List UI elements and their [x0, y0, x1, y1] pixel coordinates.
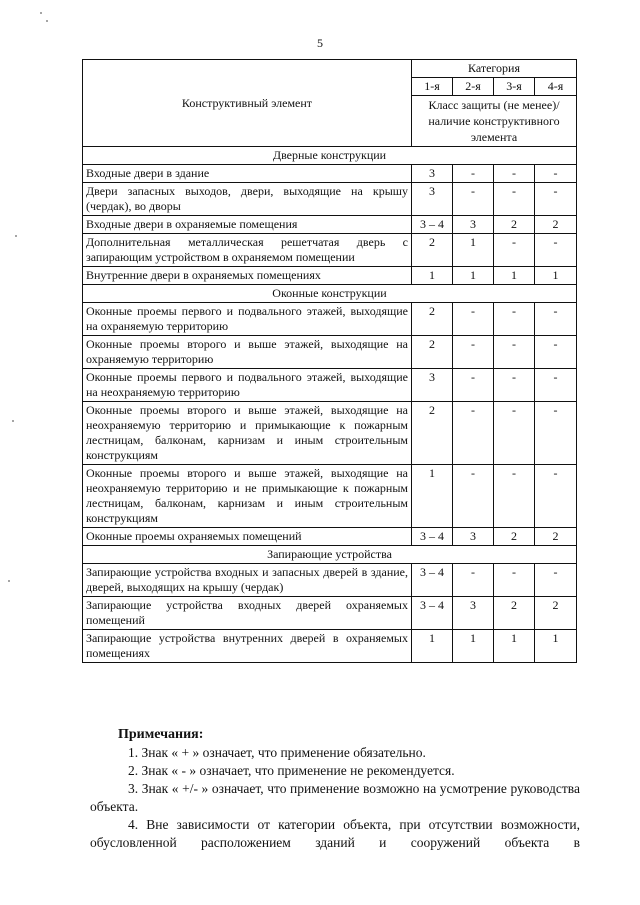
category-3-value: 2 — [494, 597, 535, 630]
category-1-value: 3 – 4 — [412, 216, 453, 234]
category-2-value: 1 — [453, 234, 494, 267]
category-1-value: 3 — [412, 165, 453, 183]
category-1-value: 3 – 4 — [412, 597, 453, 630]
table-row — [83, 267, 577, 285]
category-3-value: - — [494, 369, 535, 402]
section-title: Дверные конструкции — [83, 147, 577, 165]
page-number: 5 — [317, 36, 323, 50]
element-cell: Оконные проемы первого и подвального этажей, выходящие на охраняемую территорию — [83, 303, 412, 336]
category-3-value: - — [494, 402, 535, 465]
category-2-value: - — [453, 183, 494, 216]
category-2-value: 3 — [453, 528, 494, 546]
category-3-value: 1 — [494, 267, 535, 285]
element-cell: Оконные проемы второго и выше этажей, выходящие на охраняемую территорию — [83, 336, 412, 369]
category-2-value: - — [453, 402, 494, 465]
category-3-value: - — [494, 465, 535, 528]
element-cell: Оконные проемы второго и выше этажей, выходящие на неохраняемую территорию и примыкающие к пожарным лестницам, балконам, карнизам и иным строительным конструкциям — [83, 402, 412, 465]
category-1-value: 3 – 4 — [412, 528, 453, 546]
table-row — [83, 465, 577, 528]
category-4-value: - — [535, 165, 577, 183]
category-4-value: 2 — [535, 528, 577, 546]
header-row-category — [83, 60, 577, 78]
note-item: 4. Вне зависимости от категории объекта, при отсутствии возможности, обусловленной расположением зданий и сооружений объекта в — [90, 817, 580, 850]
element-column-header: Конструктивный элемент — [83, 60, 412, 147]
table-row — [83, 303, 577, 336]
category-3-value: - — [494, 234, 535, 267]
section-title: Оконные конструкции — [83, 285, 577, 303]
table-row — [83, 165, 577, 183]
section-row — [83, 285, 577, 303]
table-row — [83, 369, 577, 402]
category-column-2: 2-я — [453, 78, 494, 96]
note-item: 3. Знак « +/- » означает, что применение возможно на усмотрение руководства объекта. — [90, 781, 580, 814]
table-row — [83, 528, 577, 546]
table-row — [83, 216, 577, 234]
section-row — [83, 546, 577, 564]
scan-speck — [12, 420, 14, 422]
category-4-value: - — [535, 564, 577, 597]
element-cell: Внутренние двери в охраняемых помещениях — [83, 267, 412, 285]
category-1-value: 2 — [412, 336, 453, 369]
category-column-4: 4-я — [535, 78, 577, 96]
category-4-value: - — [535, 234, 577, 267]
table-body — [83, 147, 577, 663]
category-column-3: 3-я — [494, 78, 535, 96]
protection-class-header: Класс защиты (не менее)/наличие конструктивного элемента — [412, 96, 577, 147]
category-1-value: 1 — [412, 630, 453, 663]
table-row — [83, 336, 577, 369]
element-cell: Запирающие устройства внутренних дверей в охраняемых помещениях — [83, 630, 412, 663]
category-2-value: - — [453, 336, 494, 369]
category-2-value: - — [453, 465, 494, 528]
category-2-value: - — [453, 165, 494, 183]
category-2-value: - — [453, 369, 494, 402]
protection-table — [82, 59, 577, 663]
element-cell: Двери запасных выходов, двери, выходящие на крышу (чердак), во дворы — [83, 183, 412, 216]
element-cell: Оконные проемы первого и подвального этажей, выходящие на неохраняемую территорию — [83, 369, 412, 402]
category-2-value: - — [453, 564, 494, 597]
category-2-value: 3 — [453, 216, 494, 234]
element-cell: Входные двери в охраняемые помещения — [83, 216, 412, 234]
table-row — [83, 597, 577, 630]
scan-speck — [8, 580, 10, 582]
note-item: 1. Знак « + » означает, что применение обязательно. — [128, 745, 426, 760]
category-1-value: 1 — [412, 267, 453, 285]
category-2-value: - — [453, 303, 494, 336]
element-cell: Дополнительная металлическая решетчатая дверь с запирающим устройством в охраняемом помещении — [83, 234, 412, 267]
category-3-value: 2 — [494, 528, 535, 546]
scan-speck — [40, 12, 42, 14]
notes-title: Примечания: — [118, 727, 204, 742]
category-4-value: 1 — [535, 630, 577, 663]
category-3-value: - — [494, 564, 535, 597]
category-4-value: - — [535, 369, 577, 402]
category-2-value: 1 — [453, 267, 494, 285]
category-1-value: 2 — [412, 234, 453, 267]
notes-block — [90, 726, 580, 852]
section-row — [83, 147, 577, 165]
category-3-value: - — [494, 165, 535, 183]
scan-speck — [46, 20, 48, 22]
element-cell: Запирающие устройства входных дверей охраняемых помещений — [83, 597, 412, 630]
table-row — [83, 630, 577, 663]
category-1-value: 1 — [412, 465, 453, 528]
category-3-value: - — [494, 183, 535, 216]
category-1-value: 2 — [412, 402, 453, 465]
category-3-value: - — [494, 303, 535, 336]
scan-speck — [15, 235, 17, 237]
category-1-value: 3 — [412, 369, 453, 402]
category-4-value: 2 — [535, 216, 577, 234]
table-row — [83, 234, 577, 267]
category-1-value: 3 – 4 — [412, 564, 453, 597]
category-4-value: 2 — [535, 597, 577, 630]
category-2-value: 3 — [453, 597, 494, 630]
category-3-value: 2 — [494, 216, 535, 234]
table-row — [83, 402, 577, 465]
note-item: 2. Знак « - » означает, что применение не рекомендуется. — [128, 763, 455, 778]
category-4-value: - — [535, 336, 577, 369]
category-header: Категория — [412, 60, 577, 78]
category-1-value: 2 — [412, 303, 453, 336]
category-1-value: 3 — [412, 183, 453, 216]
element-cell: Входные двери в здание — [83, 165, 412, 183]
section-title: Запирающие устройства — [83, 546, 577, 564]
element-cell: Оконные проемы второго и выше этажей, выходящие на неохраняемую территорию и не примыкающие к пожарным лестницам, балконам, карнизам и иным строительным конструкциям — [83, 465, 412, 528]
category-4-value: - — [535, 402, 577, 465]
category-3-value: 1 — [494, 630, 535, 663]
element-cell: Запирающие устройства входных и запасных дверей в здание, дверей, выходящих на крышу (чердак) — [83, 564, 412, 597]
category-2-value: 1 — [453, 630, 494, 663]
category-4-value: - — [535, 303, 577, 336]
category-column-1: 1-я — [412, 78, 453, 96]
table-row — [83, 564, 577, 597]
category-4-value: - — [535, 465, 577, 528]
category-4-value: - — [535, 183, 577, 216]
category-4-value: 1 — [535, 267, 577, 285]
category-3-value: - — [494, 336, 535, 369]
table-row — [83, 183, 577, 216]
element-cell: Оконные проемы охраняемых помещений — [83, 528, 412, 546]
